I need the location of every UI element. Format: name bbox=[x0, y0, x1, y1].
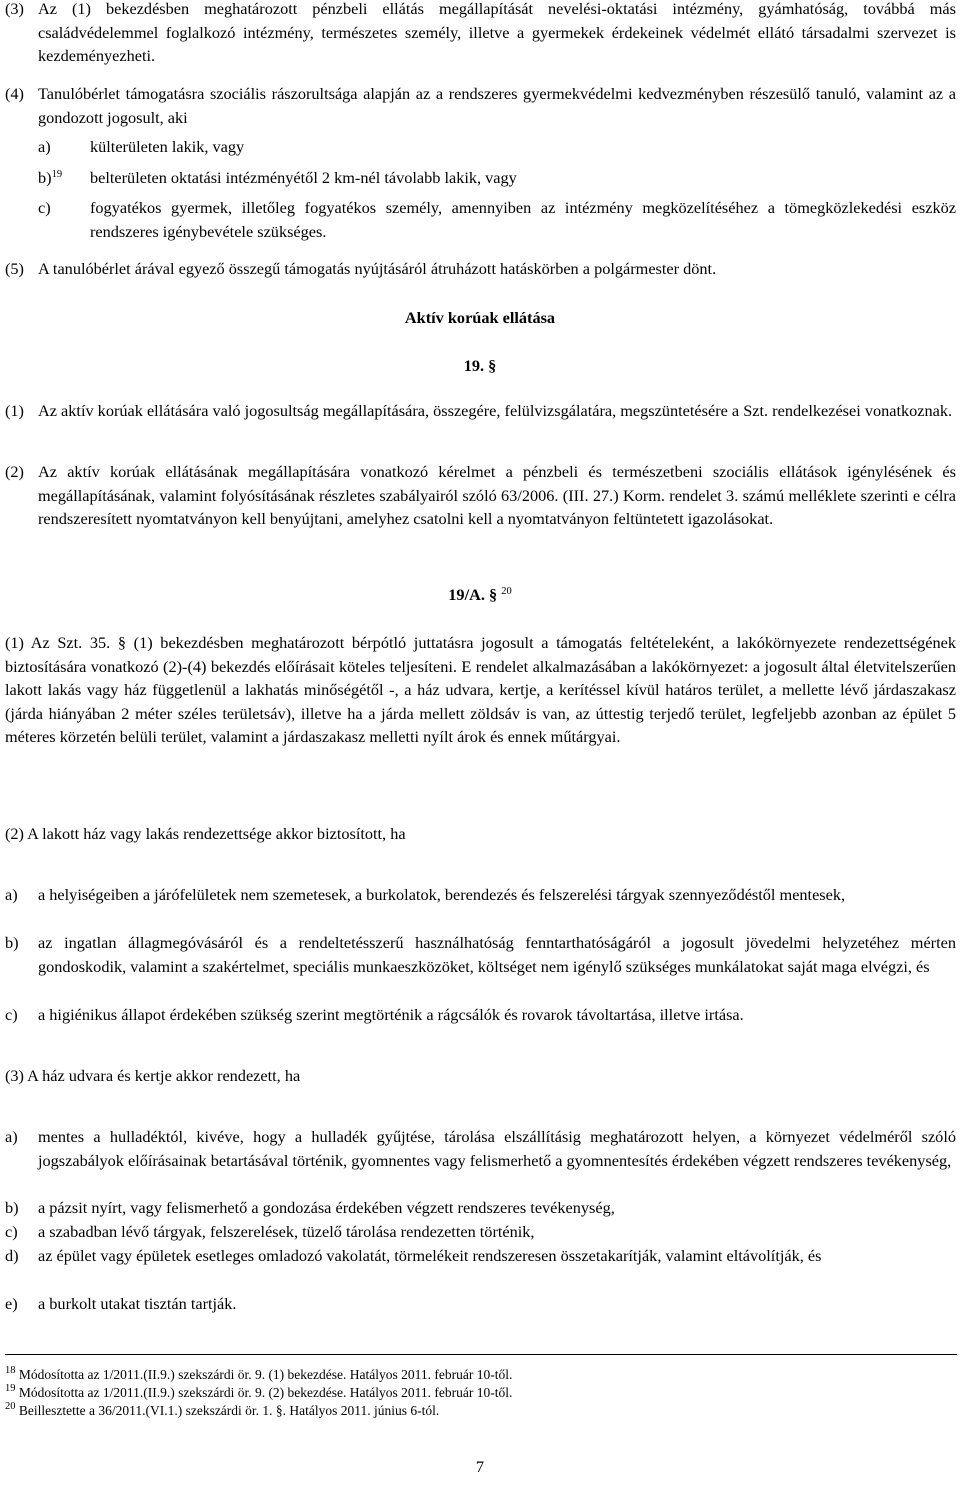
list-item-label: a) bbox=[5, 885, 18, 904]
paragraph-number: (5) bbox=[5, 259, 24, 278]
list-item-text: a higiénikus állapot érdekében szükség szerint megtörténik a rágcsálók és rovarok távoltartása, illetve irtása. bbox=[38, 1005, 744, 1024]
list-item-label-text: b) bbox=[38, 168, 52, 187]
footnote bbox=[5, 1403, 439, 1419]
list-item-text: az ingatlan állagmegóvásáról és a rendeltetésszerű használhatóság fenntarthatóságáról a jogosult jövedelmi helyzetéhez mérten gondoskodik, valamint a szakértelmet, speciális munkaeszközöket, költséget nem igénylő szükséges munkálatokat saját maga elvégzi, és bbox=[38, 933, 956, 976]
footnote-number: 18 bbox=[5, 1365, 16, 1376]
footnote-number: 20 bbox=[5, 1401, 16, 1412]
list-item-text: a helyiségeiben a járófelületek nem szemetesek, a burkolatok, berendezés és felszerelési tárgyak szennyeződéstől mentesek, bbox=[38, 885, 846, 904]
paragraph-5-text: A tanulóbérlet árával egyező összegű támogatás nyújtásáról átruházott hatáskörben a polgármester dönt. bbox=[38, 259, 717, 278]
list-item-text: belterületen oktatási intézményétől 2 km-nél távolabb lakik, vagy bbox=[90, 168, 517, 187]
section-heading: Aktív korúak ellátása bbox=[404, 308, 556, 327]
list-item-text: külterületen lakik, vagy bbox=[90, 137, 245, 156]
section-19a-paragraph-3: (3) A ház udvara és kertje akkor rendezett, ha bbox=[5, 1066, 301, 1085]
list-item-text: mentes a hulladéktól, kivéve, hogy a hulladék gyűjtése, tárolása elszállításig meghatározott helyen, a környezet védelméről szóló jogszabályok előírásainak betartásával történik, gyomnentes vagy felismerhető a gyomnentesítés érdekében végzett rendszeres tevékenység, bbox=[38, 1127, 956, 1170]
list-item-label: a) bbox=[5, 1127, 18, 1146]
list-item-text: a burkolt utakat tisztán tartják. bbox=[38, 1294, 237, 1313]
section-19a-paragraph-1: (1) Az Szt. 35. § (1) bekezdésben meghatározott bérpótló juttatásra jogosult a támogatás feltételeként, a lakókörnyezete rendezettségének biztosítására vonatkozó (2)-(4) bekezdés előírásait köteles teljesíteni. E rendelet alkalmazásában a lakókörnyezet: a jogosult által életvitelszerűen lakott lakás vagy ház függetlenül a lakhatás minőségétől -, a ház udvara, kertje, a kerítéssel kívül határos terület, a mellette lévő járdaszakasz (járda hiányában 2 méter széles területsáv), illetve ha a járda mellett zöldsáv is van, az úttestig terjedő terület, legfeljebb azonban az épület 5 méteres körzetén belüli terület, valamint a járdaszakasz melletti nyílt árok és ennek műtárgyai. bbox=[5, 633, 956, 747]
section-19a-paragraph-2: (2) A lakott ház vagy lakás rendezettsége akkor biztosított, ha bbox=[5, 824, 406, 843]
footnote-text: Módosította az 1/2011.(II.9.) szekszárdi ör. 9. (2) bekezdése. Hatályos 2011. február 10-től. bbox=[18, 1385, 513, 1400]
section-title-text: 19/A. § bbox=[448, 585, 498, 604]
list-item-label: e) bbox=[5, 1294, 18, 1313]
list-item-label: c) bbox=[5, 1222, 18, 1241]
list-item-label: b) bbox=[5, 1198, 19, 1217]
list-item-label: d) bbox=[5, 1246, 19, 1265]
section-19-paragraph-2: Az aktív korúak ellátásának megállapítására vonatkozó kérelmet a pénzbeli és természetbeni szociális ellátások igénylésének és megállapításának, valamint folyósításának részletes szabályairól szóló 63/2006. (III. 27.) Korm. rendelet 3. számú melléklete szerinti e célra rendszeresített nyomtatványon kell benyújtani, amelyhez csatolni kell a nyomtatványon feltüntetett igazolásokat. bbox=[38, 462, 956, 529]
paragraph-4-text bbox=[38, 82, 956, 129]
footnote-divider bbox=[5, 1354, 957, 1355]
paragraph-number: (4) bbox=[5, 84, 24, 103]
list-item-text: fogyatékos gyermek, illetőleg fogyatékos személy, amennyiben az intézmény megközelítéséhez a tömegközlekedési eszköz rendszeres igénybevétele szükséges. bbox=[90, 198, 956, 241]
paragraph-number: (2) bbox=[5, 462, 24, 481]
footnote bbox=[5, 1367, 512, 1383]
list-item-label bbox=[38, 166, 62, 190]
footnote-ref[interactable]: 20 bbox=[501, 586, 512, 597]
section-19-paragraph-1: Az aktív korúak ellátására való jogosultság megállapítására, összegére, felülvizsgálatára, megszüntetésére a Szt. rendelkezései vonatkoznak. bbox=[38, 401, 953, 420]
footnote-text: Módosította az 1/2011.(II.9.) szekszárdi ör. 9. (1) bekezdése. Hatályos 2011. február 10-től. bbox=[18, 1367, 513, 1382]
section-title: 19. § bbox=[463, 356, 497, 375]
footnote bbox=[5, 1385, 512, 1401]
paragraph-3-text: Az (1) bekezdésben meghatározott pénzbeli ellátás megállapítását nevelési-oktatási intézmény, gyámhatóság, továbbá más családvédelemmel foglalkozó intézmény, természetes személy, illetve a gyermekek érdekeinek védelmét ellátó társadalmi szervezet is kezdeményezheti. bbox=[38, 0, 956, 66]
list-item-label: c) bbox=[5, 1005, 18, 1024]
paragraph-4-intro: Tanulóbérlet támogatásra szociális rászorultsága alapján az a rendszeres gyermekvédelmi kedvezményben részesülő tanuló, valamint az a gondozott jogosult, aki bbox=[38, 84, 956, 127]
list-item-label: b) bbox=[5, 933, 19, 952]
paragraph-number: (3) bbox=[5, 0, 24, 18]
footnote-text: Beillesztette a 36/2011.(VI.1.) szekszárdi ör. 1. §. Hatályos 2011. június 6-tól. bbox=[18, 1403, 440, 1418]
footnote-number: 19 bbox=[5, 1383, 16, 1394]
list-item-text: az épület vagy épületek esetleges omladozó vakolatát, törmelékeit rendszeresen összetakarítják, valamint eltávolítják, és bbox=[38, 1246, 822, 1265]
list-item-text: a szabadban lévő tárgyak, felszerelések, tüzelő tárolása rendezetten történik, bbox=[38, 1222, 535, 1241]
list-item-label: a) bbox=[38, 137, 51, 156]
list-item-label: c) bbox=[38, 198, 51, 217]
footnote-ref[interactable]: 19 bbox=[51, 169, 63, 180]
page-number: 7 bbox=[475, 1457, 485, 1476]
section-title bbox=[0, 583, 960, 607]
paragraph-number: (1) bbox=[5, 401, 24, 420]
list-item-text: a pázsit nyírt, vagy felismerhető a gondozása érdekében végzett rendszeres tevékenység, bbox=[38, 1198, 615, 1217]
